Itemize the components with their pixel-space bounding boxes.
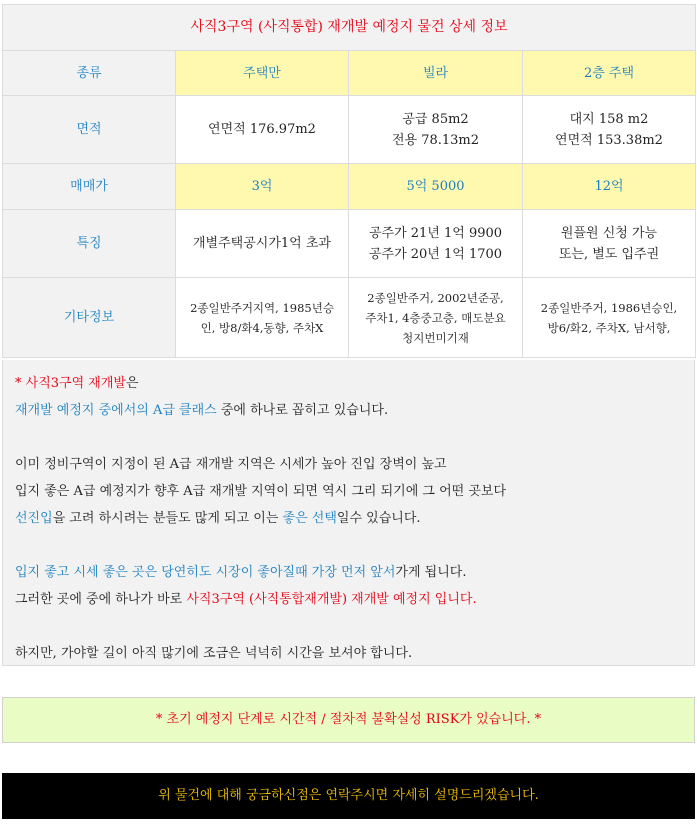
feature-label: 특징: [3, 210, 176, 278]
area-cell-2: [349, 96, 523, 164]
area-cell-1: 연면적 176.97m2: [176, 96, 349, 164]
desc-line-3: 이미 정비구역이 지정이 된 A급 재개발 지역은 시세가 높아 진입 장벽이 높고: [15, 457, 447, 472]
type-row: [3, 51, 696, 96]
desc-text: 을 고려 하시려는 분들도 많게 되고 이는: [52, 511, 283, 526]
feature-note-1: 원플원 신청 가능: [560, 225, 658, 241]
area-exclusive: 전용 78.13m2: [391, 132, 480, 148]
etc-3-line-1: 2종일반주거, 1986년승인,: [540, 300, 678, 315]
desc-highlight-blue: 선진입: [15, 511, 53, 526]
desc-line-5: [15, 505, 682, 532]
desc-line-4: 입지 좋은 A급 예정지가 향후 A급 재개발 지역이 되면 역시 그리 되기에 그 어떤 곳보다: [15, 484, 507, 499]
desc-highlight-blue: 좋은 선택: [282, 511, 337, 526]
desc-text: 은: [125, 376, 139, 391]
property-info-table: [2, 4, 696, 358]
type-label: 종류: [3, 51, 176, 96]
desc-line-7: [15, 586, 682, 613]
desc-highlight-blue: 재개발 예정지 중에서의 A급 클래스: [15, 403, 217, 418]
feature-note-2: 또는, 별도 입주권: [558, 246, 660, 262]
etc-cell-1: [176, 278, 349, 358]
desc-highlight-blue: 입지 좋고 시세 좋은 곳은 당연히도 시장이 좋아질때 가장 먼저 앞서: [15, 565, 396, 580]
title-row: [3, 5, 696, 51]
area-land: 대지 158 m2: [569, 111, 649, 127]
type-cell-3: 2층 주택: [523, 51, 696, 96]
table-title: 사직3구역 (사직통합) 재개발 예정지 물건 상세 정보: [3, 5, 696, 51]
etc-cell-3: [523, 278, 696, 358]
price-label: 매매가: [3, 164, 176, 210]
feature-cell-1: 개별주택공시가1억 초과: [176, 210, 349, 278]
price-row: [3, 164, 696, 210]
feature-row: [3, 210, 696, 278]
price-cell-2: 5억 5000: [349, 164, 523, 210]
area-label: 면적: [3, 96, 176, 164]
price-cell-3: 12억: [523, 164, 696, 210]
desc-text: 그러한 곳에 중에 하나가 바로: [15, 592, 187, 607]
desc-highlight-red: 사직3구역 (사직통합재개발) 재개발 예정지 입니다.: [186, 592, 477, 607]
etc-row: [3, 278, 696, 358]
etc-label: 기타정보: [3, 278, 176, 358]
desc-line-6: [15, 559, 682, 586]
area-cell-3: [523, 96, 696, 164]
price-cell-1: 3억: [176, 164, 349, 210]
etc-1-line-1: 2종일반주거지역, 1985년승: [190, 300, 334, 315]
desc-text: 중에 하나로 꼽히고 있습니다.: [216, 403, 389, 418]
type-cell-1: 주택만: [176, 51, 349, 96]
feature-cell-3: [523, 210, 696, 278]
contact-banner: 위 물건에 대해 궁금하신점은 연락주시면 자세히 설명드리겠습니다.: [2, 773, 695, 819]
desc-line-1: [15, 370, 682, 397]
etc-2-line-2: 주차1, 4층중고층, 매도분요: [365, 310, 506, 325]
etc-1-line-2: 인, 방8/화4,동향, 주차X: [200, 320, 324, 335]
desc-highlight-red: * 사직3구역 재개발: [15, 376, 126, 391]
etc-2-line-1: 2종일반주거, 2002년준공,: [367, 290, 504, 305]
area-floor: 연면적 153.38m2: [555, 132, 663, 148]
risk-warning-banner: * 초기 예정지 단계로 시간적 / 절차적 불확실성 RISK가 있습니다. *: [2, 697, 695, 743]
feature-cell-2: [349, 210, 523, 278]
description-box: [2, 360, 695, 666]
etc-3-line-2: 방6/화2, 주차X, 남서향,: [547, 320, 671, 335]
desc-line-2: [15, 397, 682, 424]
desc-line-8: 하지만, 가야할 길이 아직 많기에 조금은 넉넉히 시간을 보셔야 합니다.: [15, 646, 413, 661]
type-cell-2: 빌라: [349, 51, 523, 96]
desc-text: 일수 있습니다.: [336, 511, 421, 526]
etc-cell-2: [349, 278, 523, 358]
area-supply: 공급 85m2: [402, 111, 469, 127]
etc-2-line-3: 청지번미기재: [402, 330, 469, 345]
desc-text: 가게 됩니다.: [395, 565, 467, 580]
feature-price-21: 공주가 21년 1억 9900: [368, 225, 503, 241]
feature-price-20: 공주가 20년 1억 1700: [368, 246, 503, 262]
area-row: [3, 96, 696, 164]
